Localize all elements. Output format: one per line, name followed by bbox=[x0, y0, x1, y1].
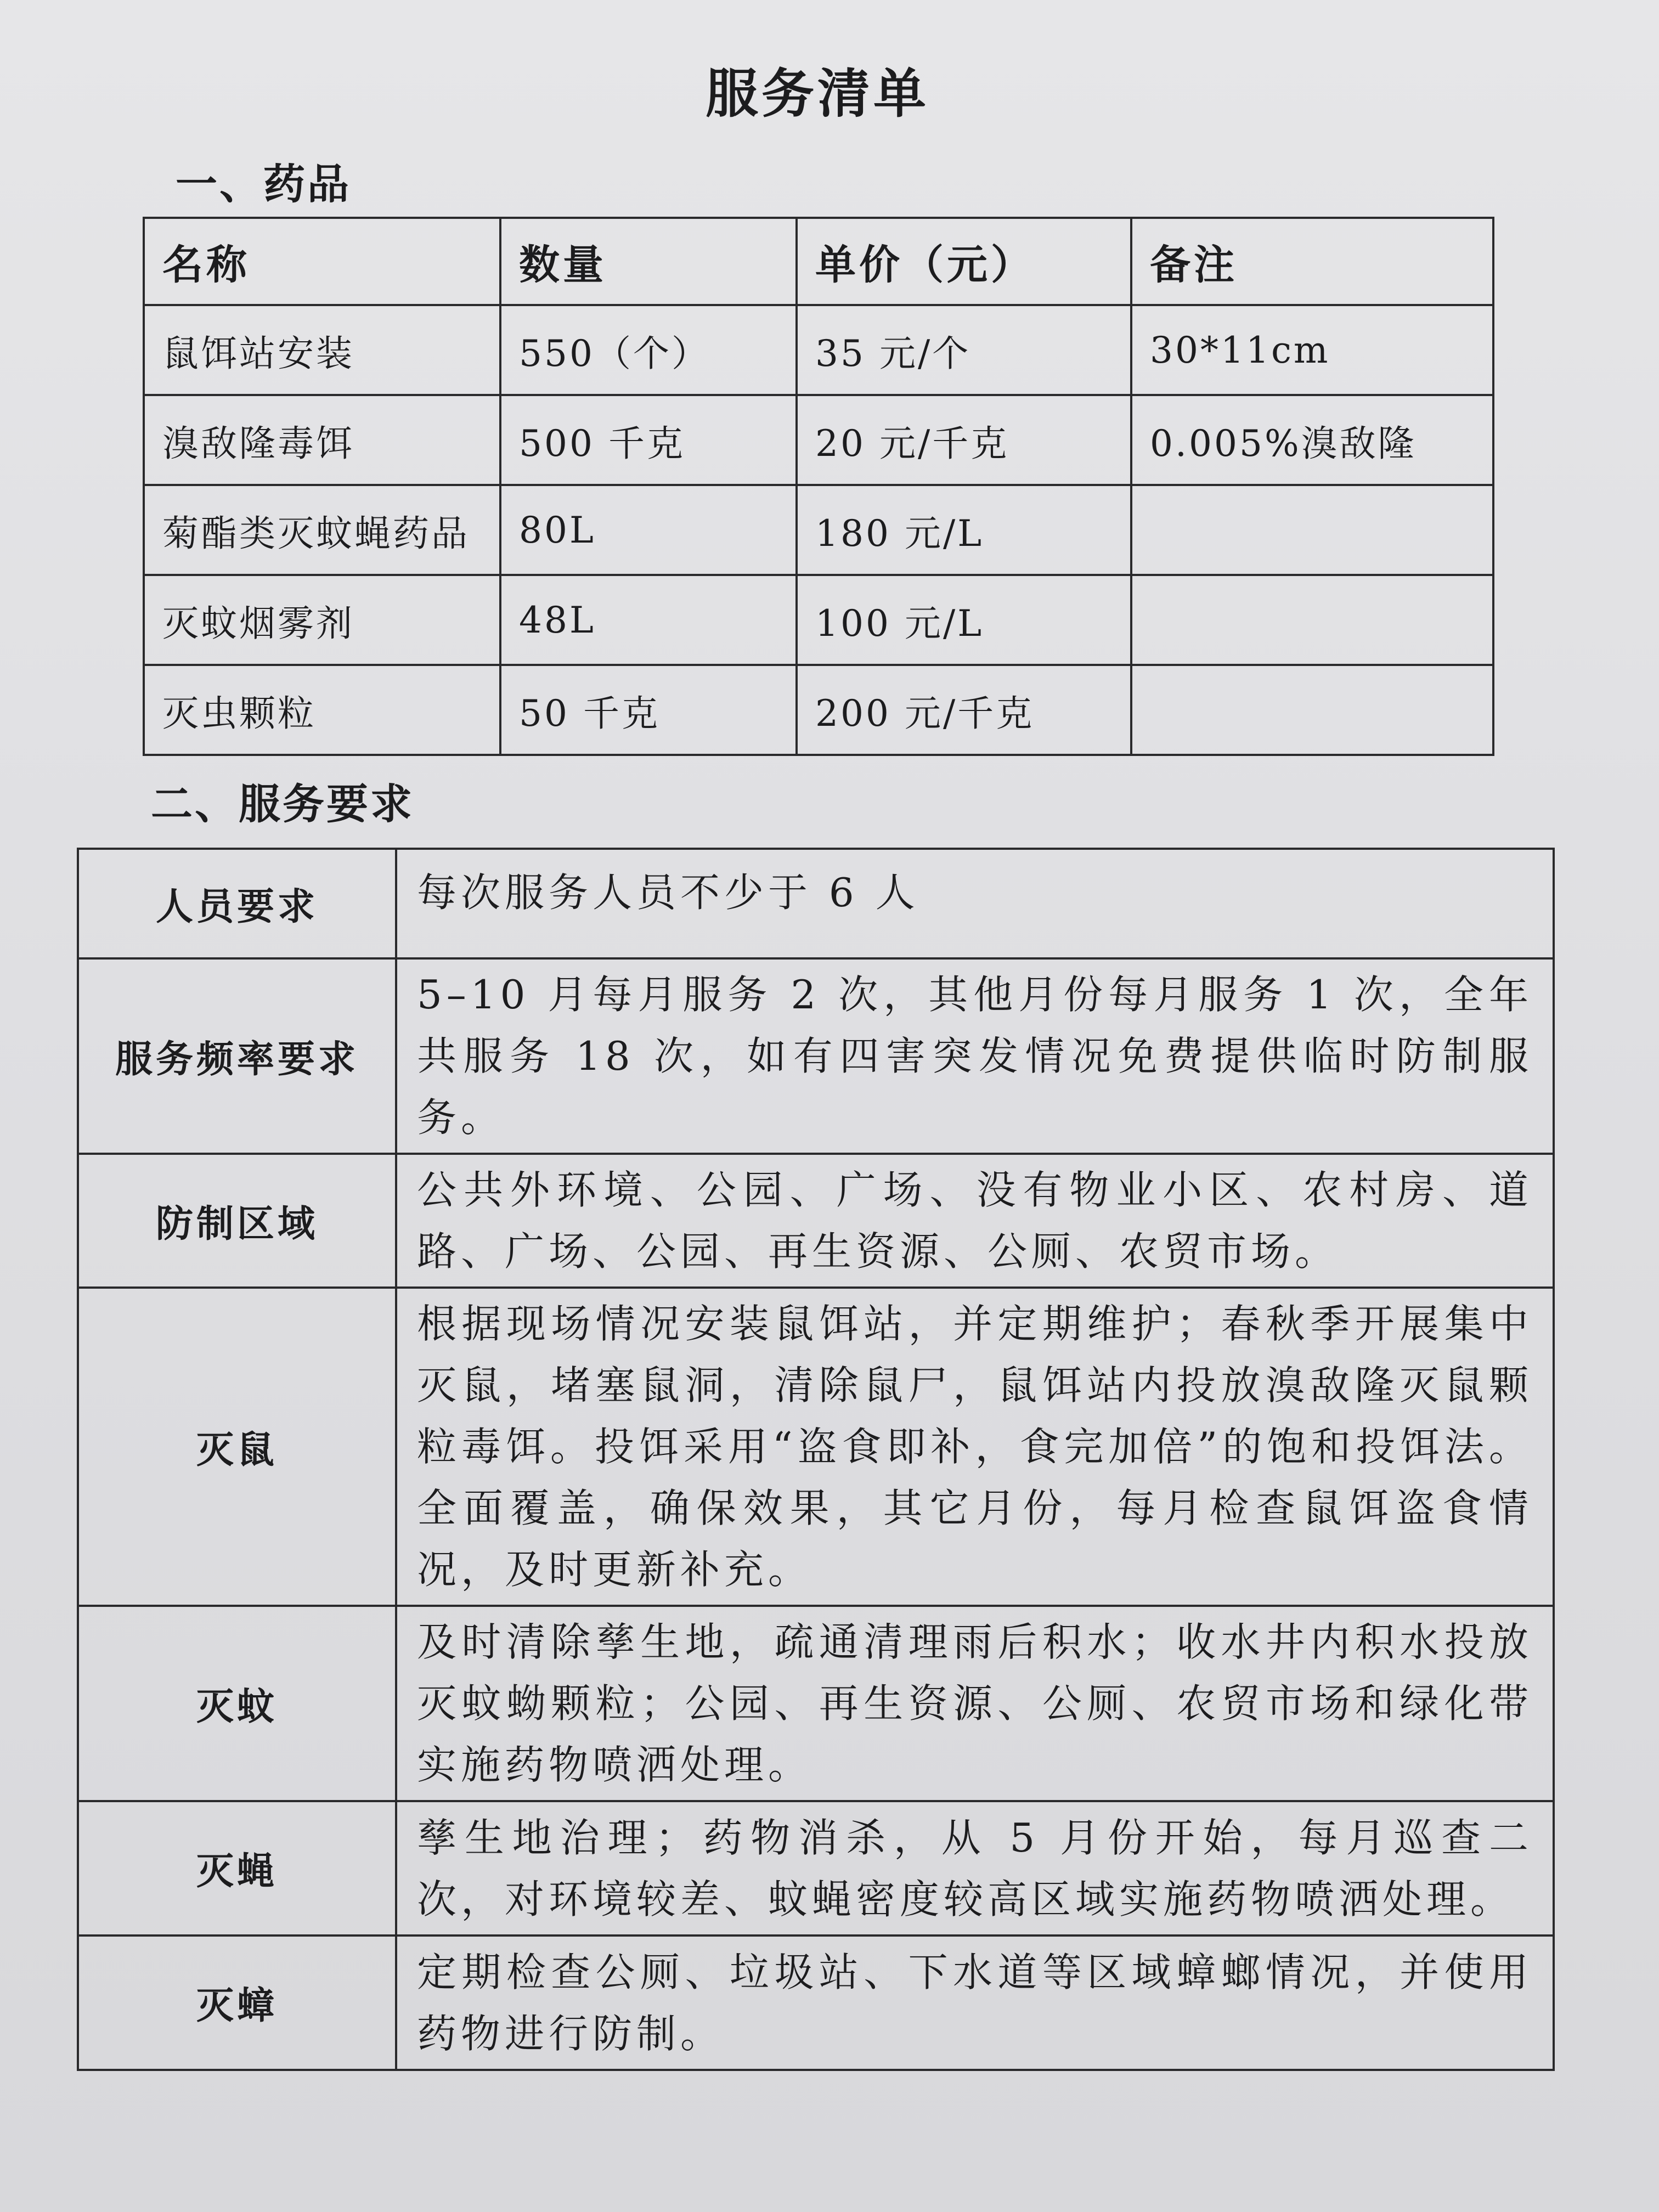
requirement-label: 灭蟑 bbox=[78, 1936, 396, 2070]
table-row bbox=[144, 665, 1493, 755]
column-header-price: 单价（元） bbox=[797, 218, 1131, 305]
table-header-row bbox=[144, 218, 1493, 305]
medicine-name: 溴敌隆毒饵 bbox=[144, 395, 500, 485]
requirement-label: 服务频率要求 bbox=[78, 958, 396, 1154]
requirement-content: 5–10 月每月服务 2 次，其他月份每月服务 1 次，全年共服务 18 次，如有四害突发情况免费提供临时防制服务。 bbox=[396, 958, 1554, 1154]
medicine-quantity: 80L bbox=[500, 485, 797, 575]
table-row bbox=[78, 1801, 1554, 1936]
medicine-note: 30*11cm bbox=[1131, 305, 1493, 395]
requirement-label: 灭蝇 bbox=[78, 1801, 396, 1936]
medicine-name: 灭蚊烟雾剂 bbox=[144, 575, 500, 665]
service-requirements-table bbox=[77, 848, 1555, 2071]
column-header-note: 备注 bbox=[1131, 218, 1493, 305]
requirement-content: 根据现场情况安装鼠饵站，并定期维护；春秋季开展集中灭鼠，堵塞鼠洞，清除鼠尸，鼠饵站内投放溴敌隆灭鼠颗粒毒饵。投饵采用“盗食即补，食完加倍”的饱和投饵法。全面覆盖，确保效果，其它月份，每月检查鼠饵盗食情况，及时更新补充。 bbox=[396, 1288, 1554, 1606]
column-header-name: 名称 bbox=[144, 218, 500, 305]
table-row bbox=[144, 305, 1493, 395]
requirement-content: 定期检查公厕、垃圾站、下水道等区域蟑螂情况，并使用药物进行防制。 bbox=[396, 1936, 1554, 2070]
column-header-quantity: 数量 bbox=[500, 218, 797, 305]
table-row bbox=[144, 485, 1493, 575]
requirement-label: 人员要求 bbox=[78, 849, 396, 958]
requirement-label: 灭鼠 bbox=[78, 1288, 396, 1606]
medicine-name: 鼠饵站安装 bbox=[144, 305, 500, 395]
requirement-content: 及时清除孳生地，疏通清理雨后积水；收水井内积水投放灭蚊蚴颗粒；公园、再生资源、公厕、农贸市场和绿化带实施药物喷洒处理。 bbox=[396, 1606, 1554, 1801]
medicine-quantity: 550（个） bbox=[500, 305, 797, 395]
medicine-quantity: 48L bbox=[500, 575, 797, 665]
table-row bbox=[78, 1606, 1554, 1801]
medicine-price: 20 元/千克 bbox=[797, 395, 1131, 485]
page-title: 服务清单 bbox=[706, 63, 929, 125]
table-row bbox=[78, 1936, 1554, 2070]
section-heading-medicines: 一、药品 bbox=[176, 160, 351, 208]
table-row bbox=[78, 849, 1554, 958]
requirement-content: 每次服务人员不少于 6 人 bbox=[396, 849, 1554, 958]
medicine-name: 灭虫颗粒 bbox=[144, 665, 500, 755]
medicine-quantity: 500 千克 bbox=[500, 395, 797, 485]
table-row bbox=[144, 575, 1493, 665]
medicine-note bbox=[1131, 575, 1493, 665]
medicine-price: 35 元/个 bbox=[797, 305, 1131, 395]
table-row bbox=[78, 958, 1554, 1154]
requirement-content: 孳生地治理；药物消杀，从 5 月份开始，每月巡查二次，对环境较差、蚊蝇密度较高区域实施药物喷洒处理。 bbox=[396, 1801, 1554, 1936]
medicine-price: 180 元/L bbox=[797, 485, 1131, 575]
medicine-note bbox=[1131, 485, 1493, 575]
medicine-price: 100 元/L bbox=[797, 575, 1131, 665]
table-row bbox=[78, 1154, 1554, 1288]
requirement-content: 公共外环境、公园、广场、没有物业小区、农村房、道路、广场、公园、再生资源、公厕、农贸市场。 bbox=[396, 1154, 1554, 1288]
requirement-label: 灭蚊 bbox=[78, 1606, 396, 1801]
table-row bbox=[144, 395, 1493, 485]
medicine-quantity: 50 千克 bbox=[500, 665, 797, 755]
section-heading-service-requirements: 二、服务要求 bbox=[151, 780, 414, 828]
medicine-note: 0.005%溴敌隆 bbox=[1131, 395, 1493, 485]
requirement-label: 防制区域 bbox=[78, 1154, 396, 1288]
medicine-note bbox=[1131, 665, 1493, 755]
table-row bbox=[78, 1288, 1554, 1606]
medicine-table bbox=[143, 217, 1494, 756]
medicine-name: 菊酯类灭蚊蝇药品 bbox=[144, 485, 500, 575]
medicine-price: 200 元/千克 bbox=[797, 665, 1131, 755]
